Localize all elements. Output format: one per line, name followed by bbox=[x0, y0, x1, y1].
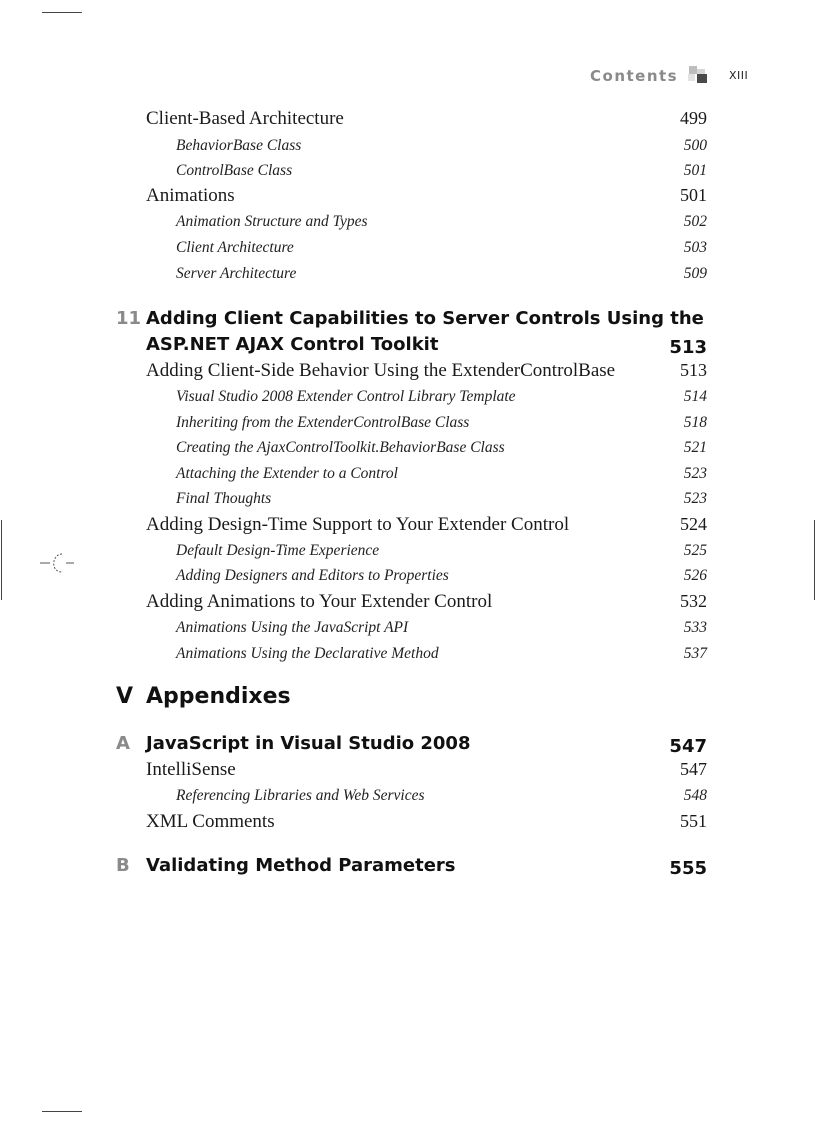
appendix-letter: A bbox=[116, 733, 130, 754]
appendix-title: Validating Method Parameters bbox=[146, 855, 456, 876]
toc-entry-title: Adding Design-Time Support to Your Extender Control bbox=[146, 514, 570, 535]
toc-entry-page: 499 bbox=[680, 108, 707, 128]
margin-line-right bbox=[814, 520, 815, 600]
toc-entry-title: IntelliSense bbox=[146, 759, 236, 780]
appendix-page: 555 bbox=[669, 858, 707, 879]
toc-subentry-page: 503 bbox=[683, 239, 707, 256]
toc-subentry-title: Attaching the Extender to a Control bbox=[176, 465, 398, 482]
appendix-title: JavaScript in Visual Studio 2008 bbox=[146, 733, 471, 754]
appendix-page: 547 bbox=[669, 736, 707, 757]
toc-subentry-page: 533 bbox=[683, 619, 707, 636]
chapter-title-line1: Adding Client Capabilities to Server Controls Using the bbox=[146, 308, 704, 329]
toc-subentry-page: 518 bbox=[683, 414, 707, 431]
toc-entry-page: 513 bbox=[680, 360, 707, 380]
toc-subentry-title: Server Architecture bbox=[176, 265, 297, 282]
toc-subentry-page: 523 bbox=[683, 490, 707, 507]
toc-subentry-title: Creating the AjaxControlToolkit.BehaviorBase Class bbox=[176, 439, 505, 456]
toc-subentry-page: 502 bbox=[683, 213, 707, 230]
toc-entry-page: 524 bbox=[680, 514, 707, 534]
toc-subentry-title: Visual Studio 2008 Extender Control Library Template bbox=[176, 388, 516, 405]
toc-subentry-title: Client Architecture bbox=[176, 239, 294, 256]
toc-subentry-title: Animations Using the JavaScript API bbox=[176, 619, 409, 636]
toc-subentry-title: BehaviorBase Class bbox=[176, 137, 302, 154]
crop-mark-bottom-left bbox=[42, 1111, 82, 1112]
toc-entry-title: Adding Client-Side Behavior Using the ExtenderControlBase bbox=[146, 360, 616, 381]
toc-subentry-page: 525 bbox=[683, 542, 707, 559]
chapter-page: 513 bbox=[669, 337, 707, 358]
appendix-letter: B bbox=[116, 855, 130, 876]
header-squares-icon bbox=[688, 66, 710, 84]
toc-entry-page: 551 bbox=[680, 811, 707, 831]
part-title: Appendixes bbox=[146, 684, 291, 709]
toc-subentry-page: 514 bbox=[683, 388, 707, 405]
toc-subentry-page: 548 bbox=[683, 787, 707, 804]
toc-subentry-title: Animations Using the Declarative Method bbox=[176, 645, 439, 662]
toc-entry-page: 532 bbox=[680, 591, 707, 611]
toc-subentry-page: 523 bbox=[683, 465, 707, 482]
toc-entry-title: Adding Animations to Your Extender Control bbox=[146, 591, 493, 612]
toc-subentry-title: Default Design-Time Experience bbox=[176, 542, 380, 559]
toc-subentry-page: 537 bbox=[683, 645, 707, 662]
running-header bbox=[0, 66, 816, 88]
toc-entry-page: 547 bbox=[680, 759, 707, 779]
toc-entry-title: Client-Based Architecture bbox=[146, 108, 344, 129]
toc-subentry-page: 500 bbox=[683, 137, 707, 154]
crop-mark-top-left bbox=[42, 12, 82, 13]
header-page-number: XIII bbox=[729, 69, 749, 82]
toc-subentry-title: Referencing Libraries and Web Services bbox=[176, 787, 425, 804]
toc-subentry-page: 501 bbox=[683, 162, 707, 179]
header-title: Contents bbox=[590, 67, 679, 85]
chapter-number: 11 bbox=[116, 308, 142, 329]
toc-entry-page: 501 bbox=[680, 185, 707, 205]
toc-subentry-page: 521 bbox=[683, 439, 707, 456]
registration-mark-icon bbox=[38, 548, 78, 578]
chapter-title-line2: ASP.NET AJAX Control Toolkit bbox=[146, 334, 439, 355]
part-number: V bbox=[116, 684, 134, 709]
toc-subentry-page: 526 bbox=[683, 567, 707, 584]
toc-entry-title: Animations bbox=[146, 185, 235, 206]
toc-subentry-title: Animation Structure and Types bbox=[176, 213, 368, 230]
margin-line-left bbox=[1, 520, 2, 600]
toc-subentry-page: 509 bbox=[683, 265, 707, 282]
toc-subentry-title: Inheriting from the ExtenderControlBase Class bbox=[176, 414, 470, 431]
toc-subentry-title: Final Thoughts bbox=[176, 490, 272, 507]
toc-entry-title: XML Comments bbox=[146, 811, 275, 832]
toc-subentry-title: ControlBase Class bbox=[176, 162, 293, 179]
toc-subentry-title: Adding Designers and Editors to Properties bbox=[176, 567, 449, 584]
